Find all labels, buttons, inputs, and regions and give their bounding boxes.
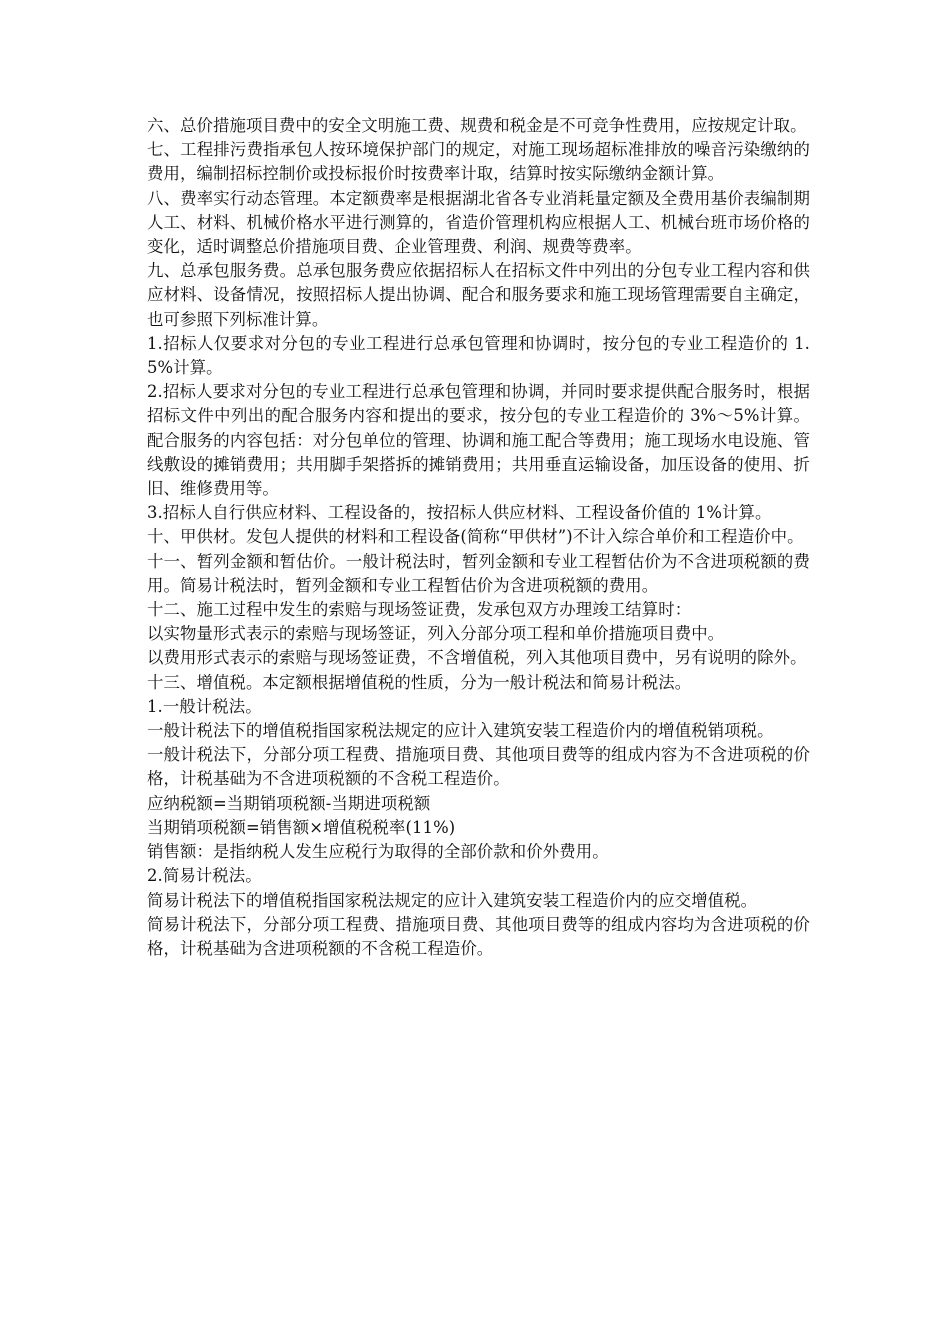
paragraph-item-13-2: 2.简易计税法。 <box>147 866 262 886</box>
paragraph-item-6: 六、总价措施项目费中的安全文明施工费、规费和税金是不可竞争性费用，应按规定计取。 <box>147 116 807 135</box>
document-body <box>147 114 810 961</box>
paragraph-item-12-a: 以实物量形式表示的索赔与现场签证，列入分部分项工程和单价措施项目费中。 <box>147 624 725 644</box>
paragraph-item-12: 十二、施工过程中发生的索赔与现场签证费，发承包双方办理竣工结算时： <box>147 600 692 620</box>
paragraph-item-9-3: 3.招标人自行供应材料、工程设备的，按招标人供应材料、工程设备价值的 1%计算。 <box>147 503 772 523</box>
paragraph-item-11: 十一、暂列金额和暂估价。一般计税法时，暂列金额和专业工程暂估价为不含进项税额的费用。简易计税法时，暂列金额和专业工程暂估价为含进项税额的费用。 <box>147 551 810 595</box>
paragraph-item-13-1-a: 一般计税法下的增值税指国家税法规定的应计入建筑安装工程造价内的增值税销项税。 <box>147 721 774 741</box>
paragraph-item-9-1: 1.招标人仅要求对分包的专业工程进行总承包管理和协调时，按分包的专业工程造价的 1.5%计算。 <box>147 333 810 378</box>
paragraph-item-8: 八、费率实行动态管理。本定额费率是根据湖北省各专业消耗量定额及全费用基价表编制期人工、材料、机械价格水平进行测算的，省造价管理机构应根据人工、机械台班市场价格的变化，适时调整总价措施项目费、企业管理费、利润、规费等费率。 <box>147 188 810 257</box>
definition-sales-amount: 销售额：是指纳税人发生应税行为取得的全部价款和价外费用。 <box>147 842 609 862</box>
paragraph-item-7: 七、工程排污费指承包人按环境保护部门的规定，对施工现场超标准排放的噪音污染缴纳的费用，编制招标控制价或投标报价时按费率计取，结算时按实际缴纳金额计算。 <box>147 140 810 184</box>
paragraph-item-13-1: 1.一般计税法。 <box>147 696 262 716</box>
paragraph-item-10: 十、甲供材。发包人提供的材料和工程设备(简称“甲供材”)不计入综合单价和工程造价中。 <box>147 527 804 547</box>
paragraph-item-13: 十三、增值税。本定额根据增值税的性质，分为一般计税法和简易计税法。 <box>147 672 692 692</box>
formula-output-tax: 当期销项税额=销售额×增值税税率(11%) <box>147 817 456 837</box>
paragraph-item-9: 九、总承包服务费。总承包服务费应依据招标人在招标文件中列出的分包专业工程内容和供应材料、设备情况，按照招标人提出协调、配合和服务要求和施工现场管理需要自主确定，也可参照下列标准计算。 <box>147 261 810 329</box>
paragraph-item-13-1-b: 一般计税法下，分部分项工程费、措施项目费、其他项目费等的组成内容为不含进项税的价格，计税基础为不含进项税额的不含税工程造价。 <box>147 745 810 789</box>
paragraph-item-12-b: 以费用形式表示的索赔与现场签证费，不含增值税，列入其他项目费中，另有说明的除外。 <box>147 648 807 668</box>
formula-tax-payable: 应纳税额=当期销项税额-当期进项税额 <box>147 793 431 813</box>
paragraph-item-9-2: 2.招标人要求对分包的专业工程进行总承包管理和协调，并同时要求提供配合服务时，根据招标文件中列出的配合服务内容和提出的要求，按分包的专业工程造价的 3%～5%计算。配合服务的内容包括：对分包单位的管理、协调和施工配合等费用；施工现场水电设施、管线敷设的摊销费用；共用脚手架搭拆的摊销费用；共用垂直运输设备，加压设备的使用、折旧、维修费用等。 <box>147 382 810 499</box>
paragraph-item-13-2-b: 简易计税法下，分部分项工程费、措施项目费、其他项目费等的组成内容均为含进项税的价格，计税基础为含进项税额的不含税工程造价。 <box>147 914 810 958</box>
paragraph-item-13-2-a: 简易计税法下的增值税指国家税法规定的应计入建筑安装工程造价内的应交增值税。 <box>147 890 758 910</box>
